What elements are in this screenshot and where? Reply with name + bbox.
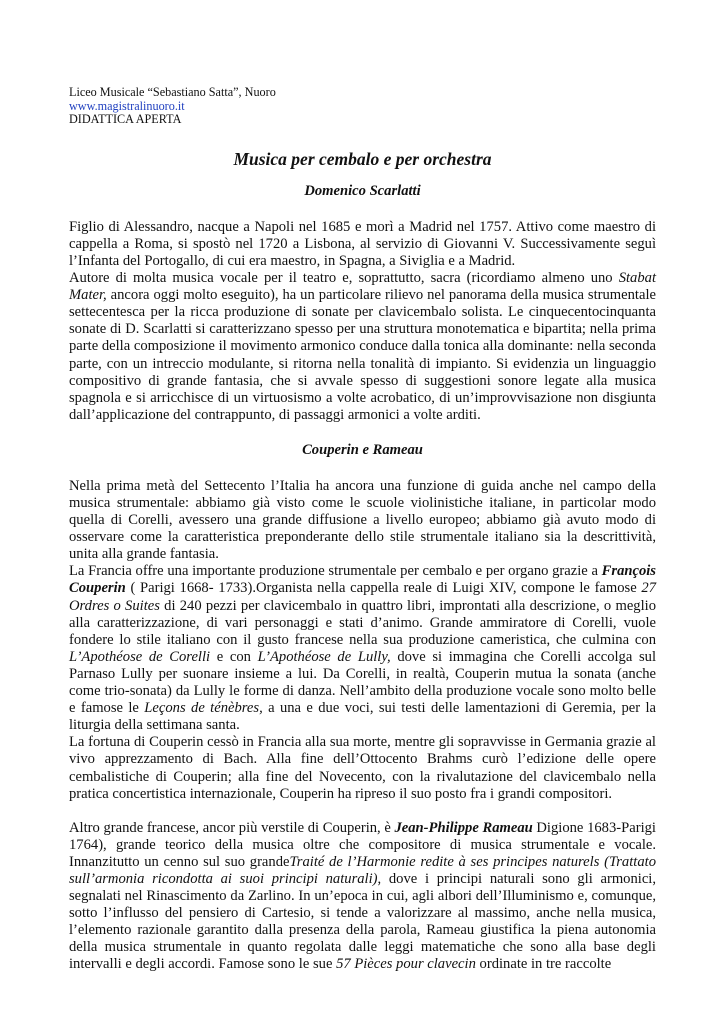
paragraph: Figlio di Alessandro, nacque a Napoli nel 1685 e morì a Madrid nel 1757. Attivo come maestro di cappella a Roma, si spostò nel 1720 a Lisbona, al servizio di Giovanni V. Successivamente seguì l’Infanta del Portogallo, di cui era maestro, in Spagna, a Siviglia e a Madrid. (69, 218, 656, 269)
work-title: L’Apothéose de Corelli (69, 648, 211, 665)
paragraph: La Francia offre una importante produzione strumentale per cembalo e per organo grazie a François Couperin ( Parigi 1668- 1733).Organista nella cappella reale di Luigi XIV, compone le famose 27 Ordres o Suites di 240 pezzi per clavicembalo in quattro libri, improntati alla descrizione, o meglio alla caratterizzazione, di vari personaggi e stati d’animo. Grande ammiratore di Corelli, vuole fondere lo stile italiano con il gusto francese nella sua produzione cameristica, che culmina con L’Apothéose de Corelli e con L’Apothéose de Lully, dove si immagina che Corelli accolga sul Parnaso Lully per suonare insieme a lui. Da Corelli, in realtà, Couperin mutua la sonata (anche come trio-sonata) da Lully le forme di danza. Nell’ambito della produzione vocale sono molto belle e famose le Leçons de ténèbres, a una e due voci, sui testi delle lamentazioni di Geremia, per la liturgia della settimana santa. (69, 563, 656, 734)
paragraph: Altro grande francese, ancor più verstile di Couperin, è Jean-Philippe Rameau Digione 1683-Parigi 1764), grande teorico della musica oltre che compositore di musica strumentale e vocale. Innanzitutto un cenno sul suo grandeTraité de l’Harmonie redite à ses principes naturels (Trattato sull’armonia ricondotta ai suoi principi naturali), dove i principi naturali sono gli armonici, segnalati nel Rinascimento da Zarlino. In un’epoca in cui, agli albori dell’Illuminismo e, comunque, sotto l’influsso del pensiero di Cartesio, si tende a valorizzare al massimo, anche nella musica, l’elemento razionale garantito dalla presenza della parola, Rameau giustifica la piena autonomia della musica strumentale in quanto regolata dalle leggi matematiche che sono alla base degli intervalli e degli accordi. Famose sono le sue 57 Pièces pour clavecin ordinate in tre raccolte (69, 819, 656, 973)
work-title: Leçons de ténèbres, (144, 700, 263, 717)
section-label: DIDATTICA APERTA (69, 112, 182, 127)
section-heading-couperin-rameau: Couperin e Rameau (302, 441, 423, 458)
document-page (69, 86, 656, 974)
work-title: Stabat Mater, (69, 270, 656, 304)
work-title: 57 Pièces pour clavecin (336, 956, 476, 973)
school-name: Liceo Musicale “Sebastiano Satta”, Nuoro (69, 85, 276, 99)
composer-name: François Couperin (69, 563, 656, 597)
document-header (69, 86, 656, 127)
paragraph: Autore di molta musica vocale per il teatro e, soprattutto, sacra (ricordiamo almeno uno Stabat Mater, ancora oggi molto eseguito), ha un particolare rilievo nel panorama della musica strumentale settecentesca per la ricca produzione di sonate per clavicembalo solista. Le cinquecentocinquanta sonate di D. Scarlatti si caratterizzano spesso per una struttura monotematica e bipartita; nella prima parte della composizione il movimento armonico conduce dalla tonica alla dominante: nella seconda parte, con un intreccio modulante, si ritorna nella tonalità di impianto. Si evidenzia un linguaggio compositivo di grande fantasia, che si avvale spesso di suggestioni sonore legate alla musica spagnola e si arricchisce di un virtuosismo a volte acrobatico, di un’improvvisazione non disgiunta dall’applicazione del contrappunto, di passaggi armonici a volte arditi. (69, 270, 656, 423)
page-title: Musica per cembalo e per orchestra (233, 148, 492, 169)
composer-name: Jean-Philippe Rameau (394, 819, 533, 836)
paragraph: Nella prima metà del Settecento l’Italia ha ancora una funzione di guida anche nel campo della musica strumentale: abbiamo già visto come le scuole violinistiche italiane, in particolar modo quella di Corelli, avessero una grande diffusione a livello europeo; abbiamo già avuto modo di osservare come la caratteristica preponderante dello stile strumentale italiano sia la descrittività, unita alla grande fantasia. (69, 477, 656, 563)
work-title: 27 Ordres o Suites (69, 580, 656, 614)
website-link[interactable]: www.magistralinuoro.it (69, 98, 185, 113)
section-heading-scarlatti: Domenico Scarlatti (304, 182, 421, 199)
work-title: L’Apothéose de Lully, (257, 648, 391, 665)
work-title: Traité de l’Harmonie redite à ses principes naturels (Trattato sull’armonia ricondotta ai suoi principi naturali) (69, 853, 656, 887)
paragraph: La fortuna di Couperin cessò in Francia alla sua morte, mentre gli sopravvisse in Germania grazie al vivo apprezzamento di Bach. Alla fine dell’Ottocento Brahms curò l’edizione delle opere cembalistiche di Couperin; alla fine del Novecento, con la rivalutazione del clavicembalo nella pratica concertistica internazionale, Couperin ha ripreso il suo posto fra i grandi compositori. (69, 734, 656, 802)
